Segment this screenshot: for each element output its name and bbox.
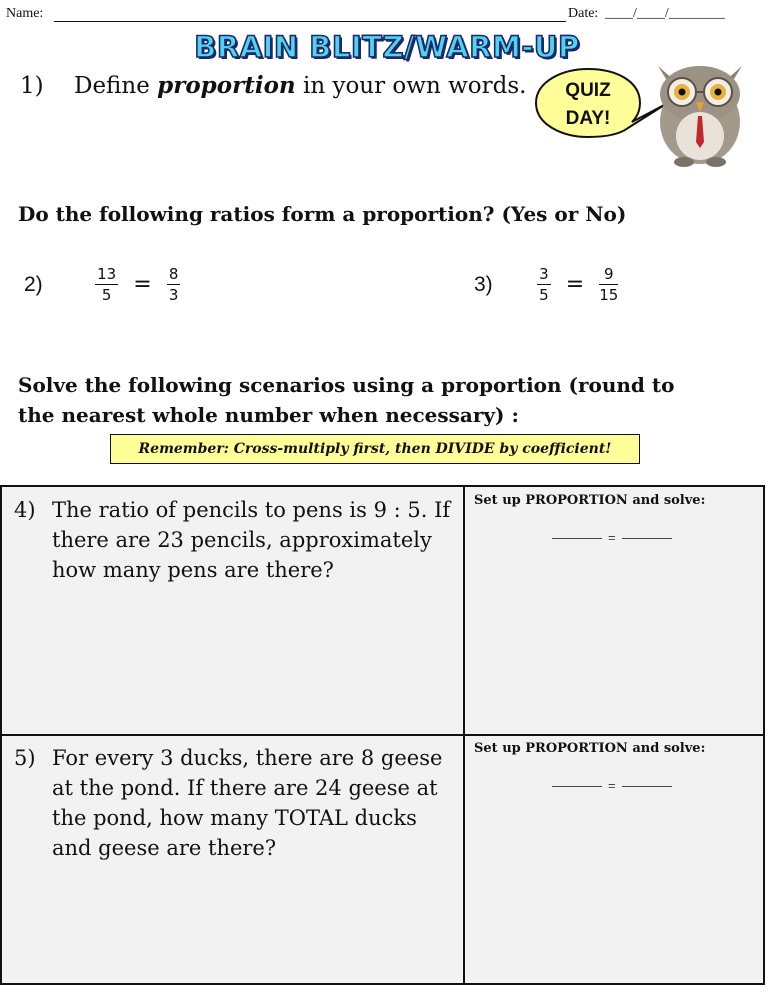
remember-box: Remember: Cross-multiply first, then DIVIDE by coefficient! (110, 434, 640, 464)
problem-5-work-area[interactable] (474, 741, 759, 977)
question-1-number: 1) (20, 73, 44, 99)
bubble-line-1: QUIZ (565, 80, 611, 101)
bubble-line-2: DAY! (565, 108, 611, 129)
problem-5-blank-right[interactable] (622, 786, 672, 787)
problem-5 (14, 743, 459, 979)
question-2-right-denominator: 3 (168, 286, 179, 304)
question-1-text-before: Define (74, 73, 158, 99)
question-3-right-fraction (599, 264, 618, 305)
problem-5-proportion-blanks[interactable] (546, 778, 759, 793)
problem-4-setup-label: Set up PROPORTION and solve: (474, 493, 706, 508)
problem-4-proportion-blanks[interactable] (546, 530, 759, 545)
question-2-number: 2) (24, 272, 43, 296)
question-3-right-denominator: 15 (599, 286, 619, 304)
question-2-right-fraction (167, 264, 181, 305)
problem-5-text: For every 3 ducks, there are 8 geese at the pond. If there are 24 geese at the pond, how many TOTAL ducks and geese are there? (52, 746, 443, 860)
problem-5-number: 5) (14, 746, 36, 770)
question-3-equals: = (565, 272, 585, 297)
problem-4-text: The ratio of pencils to pens is 9 : 5. If there are 23 pencils, approximately how many pens are there? (52, 498, 451, 582)
section-2-heading (18, 370, 758, 430)
problem-4-blank-left[interactable] (552, 538, 602, 539)
problem-5-equals: = (608, 778, 616, 793)
question-2-right-numerator: 8 (168, 265, 179, 283)
question-3-left-numerator: 3 (539, 265, 549, 283)
question-3-left-fraction (537, 264, 551, 305)
problem-4-work-area[interactable] (474, 493, 759, 729)
question-3-right-numerator: 9 (599, 264, 618, 285)
quiz-day-bubble (528, 66, 668, 145)
question-1 (20, 72, 526, 99)
problem-4-blank-right[interactable] (622, 538, 672, 539)
date-blanks[interactable]: ____/____/________ (605, 6, 725, 21)
problem-4-number: 4) (14, 498, 36, 522)
question-1-text-after: in your own words. (295, 73, 527, 99)
speech-bubble-icon (528, 66, 668, 140)
question-3-left-denominator: 5 (539, 286, 549, 304)
problem-4-equals: = (608, 530, 616, 545)
question-3-number: 3) (474, 272, 493, 296)
question-3 (474, 264, 618, 305)
question-2-left-numerator: 13 (97, 265, 117, 283)
problem-grid (0, 485, 765, 985)
question-2 (24, 264, 180, 305)
section-1-heading: Do the following ratios form a proportion? (Yes or No) (18, 202, 627, 226)
page-title: BRAIN BLITZ/WARM-UP (194, 30, 580, 64)
problem-4 (14, 495, 459, 731)
name-label: Name: (6, 6, 44, 21)
grid-horizontal-divider (2, 734, 763, 736)
section-2-heading-line-1: Solve the following scenarios using a proportion (round to (18, 373, 675, 397)
section-2-heading-line-2: the nearest whole number when necessary) : (18, 403, 519, 427)
question-2-equals: = (133, 272, 152, 297)
question-2-left-denominator: 5 (101, 286, 112, 304)
problem-5-blank-left[interactable] (552, 786, 602, 787)
owl-mascot-icon (648, 52, 752, 173)
name-blank-line[interactable] (54, 21, 566, 22)
date-label: Date: (568, 6, 599, 21)
question-2-left-fraction (95, 264, 118, 305)
question-1-emphasis: proportion (157, 72, 296, 99)
problem-5-setup-label: Set up PROPORTION and solve: (474, 741, 706, 756)
